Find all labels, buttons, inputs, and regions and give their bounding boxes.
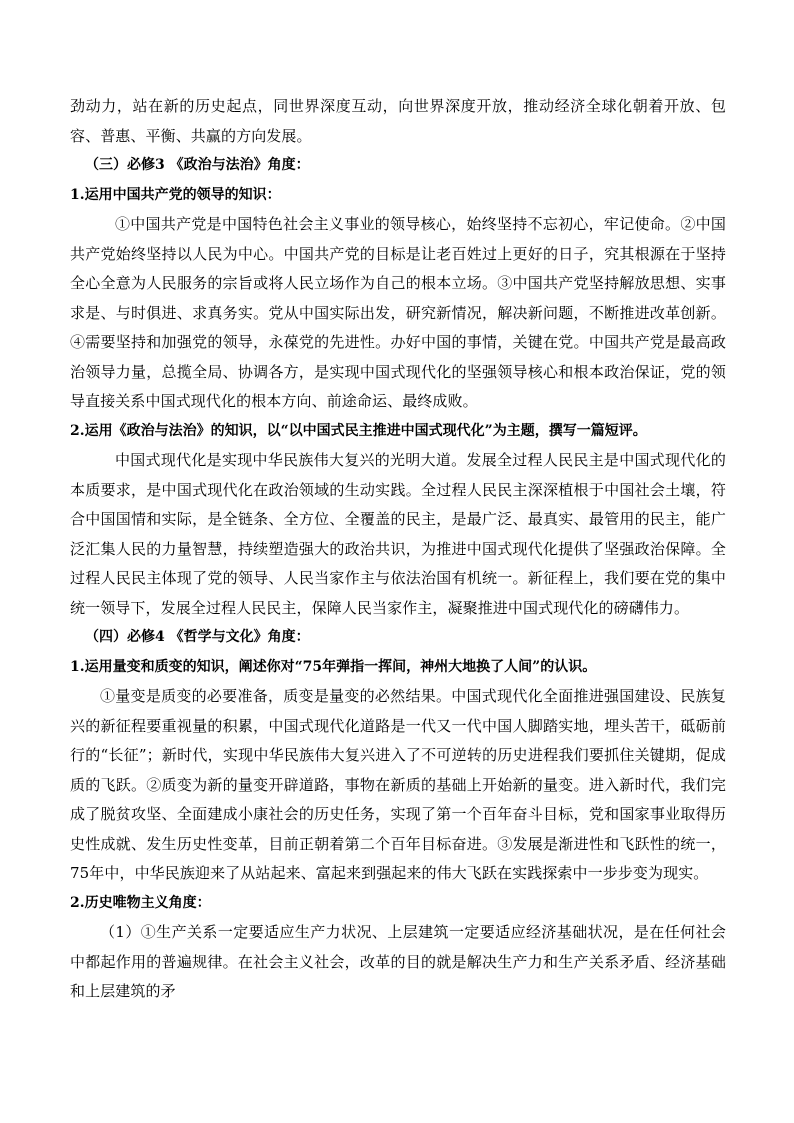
paragraph-quantity-quality: ①量变是质变的必要准备，质变是量变的必然结果。中国式现代化全面推进强国建设、民族复兴的新征程要重视量的积累，中国式现代化道路是一代又一代中国人脚踏实地，埋头苦干，砥砺前行的“长征”；新时代，实现中华民族伟大复兴进入了不可逆转的历史进程我们要抓住关键期，促成质的飞跃。②质变为新的量变开辟道路，事物在新质的基础上开始新的量变。进入新时代，我们完成了脱贫攻坚、全面建成小康社会的历史任务，实现了第一个百年奋斗目标，党和国家事业取得历史性成就、发生历史性变革，目前正朝着第二个百年目标奋进。③发展是渐进性和飞跃性的统一，75年中，中华民族迎来了从站起来、富起来到强起来的伟大飞跃在实践探索中一步步变为现实。 <box>70 687 726 882</box>
section-heading-compulsory-4: （四）必修4 《哲学与文化》角度： <box>85 629 310 645</box>
document-page <box>70 92 726 1007</box>
paragraph-party-leadership: ①中国共产党是中国特色社会主义事业的领导核心，始终坚持不忘初心，牢记使命。②中国共产党始终坚持以人民为中心。中国共产党的目标是让老百姓过上更好的日子，究其根源在于坚持全心全意为人民服务的宗旨或将人民立场作为自己的根本立场。③中国共产党坚持解放思想、实事求是、与时俱进、求真务实。党从中国实际出发，研究新情况，解决新问题，不断推进改革创新。④需要坚持和加强党的领导，永葆党的先进性。办好中国的事情，关键在党。中国共产党是最高政治领导力量，总揽全局、协调各方，是实现中国式现代化的坚强领导核心和根本政治保证，党的领导直接关系中国式现代化的根本方向、前途命运、最终成败。 <box>70 215 726 410</box>
subheading-party-leadership: 1.运用中国共产党的领导的知识： <box>70 186 281 203</box>
section-heading-compulsory-3: （三）必修3 《政治与法治》角度： <box>85 157 310 173</box>
paragraph-continuation: 劲动力，站在新的历史起点，同世界深度互动，向世界深度开放，推动经济全球化朝着开放、包容、普惠、平衡、共赢的方向发展。 <box>70 97 726 145</box>
paragraph-democracy: 中国式现代化是实现中华民族伟大复兴的光明大道。发展全过程人民民主是中国式现代化的本质要求，是中国式现代化在政治领域的生动实践。全过程人民民主深深植根于中国社会土壤，符合中国国情和实际，是全链条、全方位、全覆盖的民主，是最广泛、最真实、最管用的民主，能广泛汇集人民的力量智慧，持续塑造强大的政治共识，为推进中国式现代化提供了坚强政治保障。全过程人民民主体现了党的领导、人民当家作主与依法治国有机统一。新征程上，我们要在党的集中统一领导下，发展全过程人民民主，保障人民当家作主，凝聚推进中国式现代化的磅礴伟力。 <box>70 451 726 617</box>
subheading-politics-and-law: 2.运用《政治与法治》的知识，以“以中国式民主推进中国式现代化”为主题，撰写一篇短评。 <box>70 422 647 439</box>
paragraph-historical-materialism: （1）①生产关系一定要适应生产力状况、上层建筑一定要适应经济基础状况，是在任何社会中都起作用的普遍规律。在社会主义社会，改革的目的就是解决生产力和生产关系矛盾、经济基础和上层建筑的矛 <box>70 923 726 1000</box>
subheading-quantity-quality: 1.运用量变和质变的知识，阐述你对“75年弹指一挥间，神州大地换了人间”的认识。 <box>70 658 597 675</box>
subheading-historical-materialism: 2.历史唯物主义角度： <box>70 894 211 911</box>
